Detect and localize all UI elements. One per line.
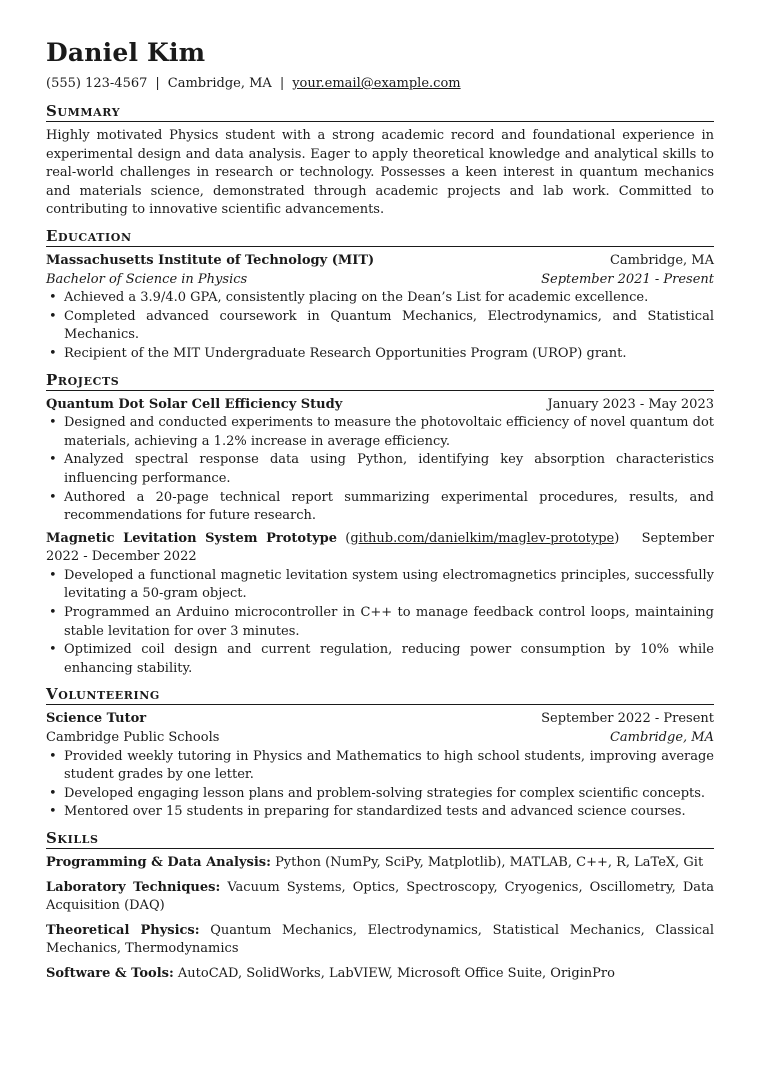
skill-row xyxy=(46,854,714,873)
location: Cambridge, MA xyxy=(167,76,272,91)
candidate-name: Daniel Kim xyxy=(46,38,206,67)
education-section xyxy=(46,226,714,364)
skill-row xyxy=(46,965,714,984)
skill-value: AutoCAD, SolidWorks, LabVIEW, Microsoft Office Suite, OriginPro xyxy=(177,965,615,981)
list-item: • Recipient of the MIT Undergraduate Research Opportunities Program (UROP) grant. xyxy=(64,345,714,364)
section-title-summary: Summary xyxy=(46,101,714,122)
skill-value: Python (NumPy, SciPy, Matplotlib), MATLAB, C++, R, LaTeX, Git xyxy=(275,855,704,870)
email-link[interactable]: your.email@example.com xyxy=(292,76,461,91)
list-item: • Programmed an Arduino microcontroller in C++ to manage feedback control loops, maintaining stable levitation for over 3 minutes. xyxy=(64,604,714,641)
project-entry xyxy=(46,530,714,679)
volunteer-header-row xyxy=(46,710,714,729)
project-bullets xyxy=(46,414,714,526)
section-title-education: Education xyxy=(46,226,714,247)
section-title-skills: Skills xyxy=(46,828,714,849)
volunteer-org: Cambridge Public Schools xyxy=(46,730,220,746)
skill-label: Laboratory Techniques: xyxy=(46,879,221,895)
list-item: • Achieved a 3.9/4.0 GPA, consistently placing on the Dean’s List for academic excellence. xyxy=(64,289,714,308)
skill-label: Theoretical Physics: xyxy=(46,922,200,938)
project-dates: September 2022 - December 2022 xyxy=(46,530,714,565)
projects-section xyxy=(46,370,714,679)
volunteer-role: Science Tutor xyxy=(46,711,147,727)
list-item: • Provided weekly tutoring in Physics and Mathematics to high school students, improving average student grades by one letter. xyxy=(64,748,714,785)
volunteer-location: Cambridge, MA xyxy=(609,730,714,746)
project-header-row xyxy=(46,396,714,415)
project-entry xyxy=(46,396,714,526)
skill-value: Vacuum Systems, Optics, Spectroscopy, Cryogenics, Oscillometry, Data Acquisition (DAQ) xyxy=(46,879,715,914)
project-name: Quantum Dot Solar Cell Efficiency Study xyxy=(46,396,343,412)
section-title-volunteering: Volunteering xyxy=(46,684,714,705)
education-degree-row xyxy=(46,271,714,290)
summary-text: Highly motivated Physics student with a strong academic record and foundational experience in experimental design and data analysis. Eager to apply theoretical knowledge and analytical skills to real-world challenges in research or technology. Possesses a keen interest in quantum mechanics and materials science, demonstrated through academic projects and lab work. Committed to contributing to innovative scientific advancements. xyxy=(46,128,714,218)
list-item: • Developed engaging lesson plans and problem-solving strategies for complex scientific concepts. xyxy=(64,785,714,804)
skills-section xyxy=(46,828,714,984)
contact-line xyxy=(46,75,714,93)
school-location: Cambridge, MA xyxy=(609,252,714,268)
contact-separator: | xyxy=(279,76,285,91)
list-item: • Developed a functional magnetic levitation system using electromagnetics principles, successfully levitating a 50-gram object. xyxy=(64,567,714,604)
skill-row xyxy=(46,879,714,916)
list-item: • Authored a 20-page technical report summarizing experimental procedures, results, and recommendations for future research. xyxy=(64,489,714,526)
education-dates: September 2021 - Present xyxy=(541,271,714,287)
volunteer-org-row xyxy=(46,729,714,748)
project-dates: January 2023 - May 2023 xyxy=(547,396,714,412)
list-item: • Optimized coil design and current regulation, reducing power consumption by 10% while enhancing stability. xyxy=(64,641,714,678)
volunteer-bullets xyxy=(46,748,714,822)
education-bullets xyxy=(46,289,714,363)
school-name: Massachusetts Institute of Technology (MIT) xyxy=(46,252,375,268)
contact-separator: | xyxy=(155,76,160,91)
skill-value: Quantum Mechanics, Electrodynamics, Statistical Mechanics, Classical Mechanics, Thermodynamics xyxy=(46,922,714,957)
education-header-row xyxy=(46,252,714,271)
project-header: Magnetic Levitation System Prototype (github.com/danielkim/maglev-prototype) September 2022 - December 2022 xyxy=(46,530,714,565)
list-item: • Mentored over 15 students in preparing for standardized tests and advanced science courses. xyxy=(64,803,714,822)
project-bullets xyxy=(46,567,714,679)
project-name: Magnetic Levitation System Prototype xyxy=(46,530,337,546)
phone: (555) 123-4567 xyxy=(46,76,148,91)
degree: Bachelor of Science in Physics xyxy=(46,271,248,287)
list-item: • Designed and conducted experiments to measure the photovoltaic efficiency of novel quantum dot materials, achieving a 1.2% increase in average efficiency. xyxy=(64,414,714,451)
summary-section xyxy=(46,101,714,220)
skill-label: Software & Tools: xyxy=(46,965,174,981)
section-title-projects: Projects xyxy=(46,370,714,391)
list-item: • Completed advanced coursework in Quantum Mechanics, Electrodynamics, and Statistical Mechanics. xyxy=(64,308,714,345)
project-link[interactable]: github.com/danielkim/maglev-prototype xyxy=(350,530,615,546)
volunteer-dates: September 2022 - Present xyxy=(541,711,714,727)
volunteering-section xyxy=(46,684,714,822)
list-item: • Analyzed spectral response data using Python, identifying key absorption characteristics influencing performance. xyxy=(64,451,714,488)
skill-row xyxy=(46,922,714,959)
skill-label: Programming & Data Analysis: xyxy=(46,855,271,870)
